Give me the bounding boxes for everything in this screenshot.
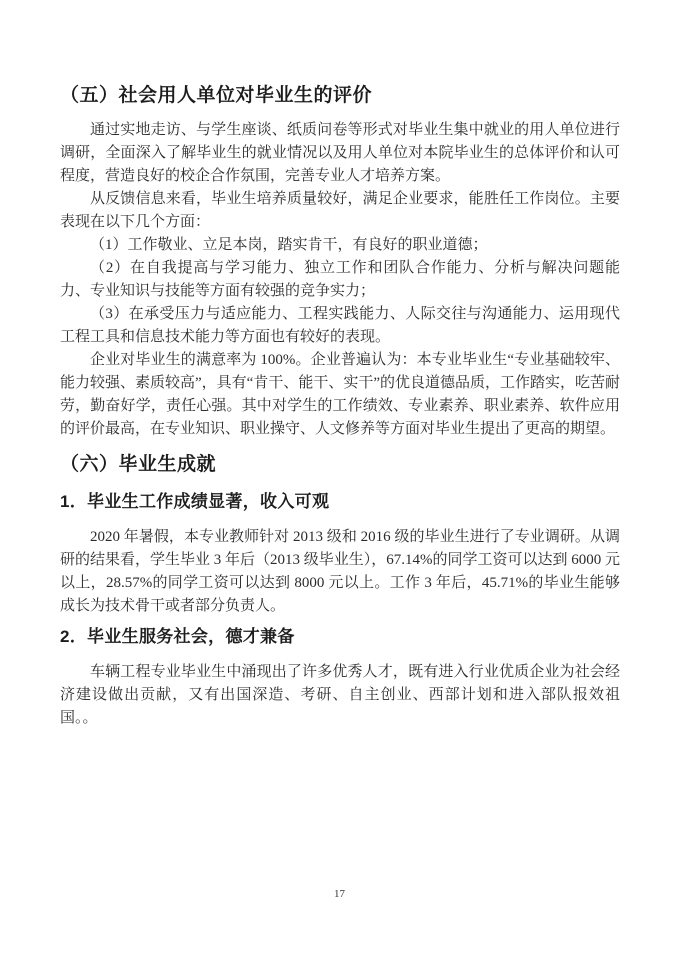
paragraph-satisfaction-rate: 企业对毕业生的满意率为 100%。企业普遍认为：本专业毕业生“专业基础较牢、能力较强、素质较高”，具有“肯干、能干、实干”的优良道德品质，工作踏实，吃苦耐劳，勤奋好学，责任心强。其中对学生的工作绩效、专业素养、职业素养、软件应用的评价最高，在专业知识、职业操守、人文修养等方面对毕业生提出了更高的期望。 — [60, 352, 620, 437]
page-content — [60, 84, 620, 730]
subsection-heading-2: 2．毕业生服务社会，德才兼备 — [60, 627, 295, 646]
page-number: 17 — [334, 888, 345, 900]
paragraph-feedback-summary: 从反馈信息来看，毕业生培养质量较好，满足企业要求，能胜任工作岗位。主要表现在以下几个方面： — [60, 191, 620, 230]
section-heading-6: （六）毕业生成就 — [60, 454, 217, 475]
section-heading-5: （五）社会用人单位对毕业生的评价 — [60, 85, 373, 106]
paragraph-point-2: （2）在自我提高与学习能力、独立工作和团队合作能力、分析与解决问题能力、专业知识与技能等方面有较强的竞争实力； — [60, 260, 620, 299]
paragraph-point-1: （1）工作敬业、立足本岗，踏实肯干，有良好的职业道德； — [90, 237, 488, 253]
paragraph-survey-method: 通过实地走访、与学生座谈、纸质问卷等形式对毕业生集中就业的用人单位进行调研，全面深入了解毕业生的就业情况以及用人单位对本院毕业生的总体评价和认可程度，营造良好的校企合作氛围，完善专业人才培养方案。 — [60, 122, 620, 184]
subsection-heading-1: 1．毕业生工作成绩显著，收入可观 — [60, 492, 330, 511]
paragraph-salary-survey: 2020 年暑假，本专业教师针对 2013 级和 2016 级的毕业生进行了专业调研。从调研的结果看，学生毕业 3 年后（2013 级毕业生），67.14%的同学工资可以达到 6000 元以上，28.57%的同学工资可以达到 8000 元以上。工作 3 年后，45.71%的毕业生能够成长为技术骨干或者部分负责人。 — [60, 529, 620, 614]
paragraph-social-service: 车辆工程专业毕业生中涌现出了许多优秀人才，既有进入行业优质企业为社会经济建设做出贡献，又有出国深造、考研、自主创业、西部计划和进入部队报效祖国。。 — [60, 664, 620, 726]
paragraph-point-3: （3）在承受压力与适应能力、工程实践能力、人际交往与沟通能力、运用现代工程工具和信息技术能力等方面也有较好的表现。 — [60, 306, 620, 345]
